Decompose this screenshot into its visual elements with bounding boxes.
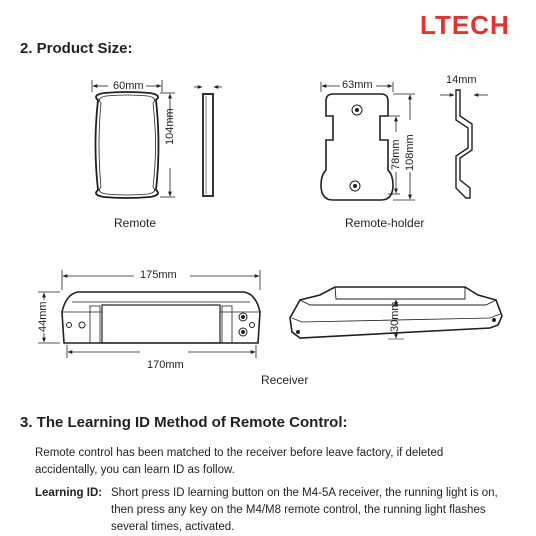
holder-side-drawing <box>440 90 488 198</box>
remote-width-label: 60mm <box>113 80 144 92</box>
holder-caption: Remote-holder <box>345 216 425 230</box>
receiver-front-drawing <box>38 270 260 358</box>
remote-caption: Remote <box>114 216 157 230</box>
holder-thickness-label: 14mm <box>446 74 477 86</box>
section-title-product-size: 2. Product Size: <box>20 40 133 57</box>
remote-height-label: 104mm <box>164 108 176 145</box>
learning-id-term: Learning ID: <box>35 487 103 499</box>
brand-logo: LTECH <box>420 10 510 40</box>
receiver-length-label: 175mm <box>140 269 177 281</box>
learning-id-text: Short press ID learning button on the M4-5A receiver, the running light is on, then press any key on the M4/M8 remote control, the running light flashes several times, activated. <box>111 487 498 533</box>
receiver-side-height-label: 30mm <box>389 301 401 332</box>
remote-front-drawing <box>92 80 175 198</box>
section-title-learning-id: 3. The Learning ID Method of Remote Control: <box>20 414 348 431</box>
learning-intro-paragraph: Remote control has been matched to the receiver before leave factory, if deleted accidentally, you can learn ID as follow. <box>35 447 444 476</box>
receiver-caption: Receiver <box>261 373 309 387</box>
receiver-body-length-label: 170mm <box>147 359 184 371</box>
holder-width-label: 63mm <box>342 79 373 91</box>
receiver-height-label: 44mm <box>37 301 49 332</box>
holder-height-label: 108mm <box>404 134 416 171</box>
remote-side-drawing <box>194 87 222 196</box>
holder-inner-height-label: 78mm <box>390 139 402 170</box>
